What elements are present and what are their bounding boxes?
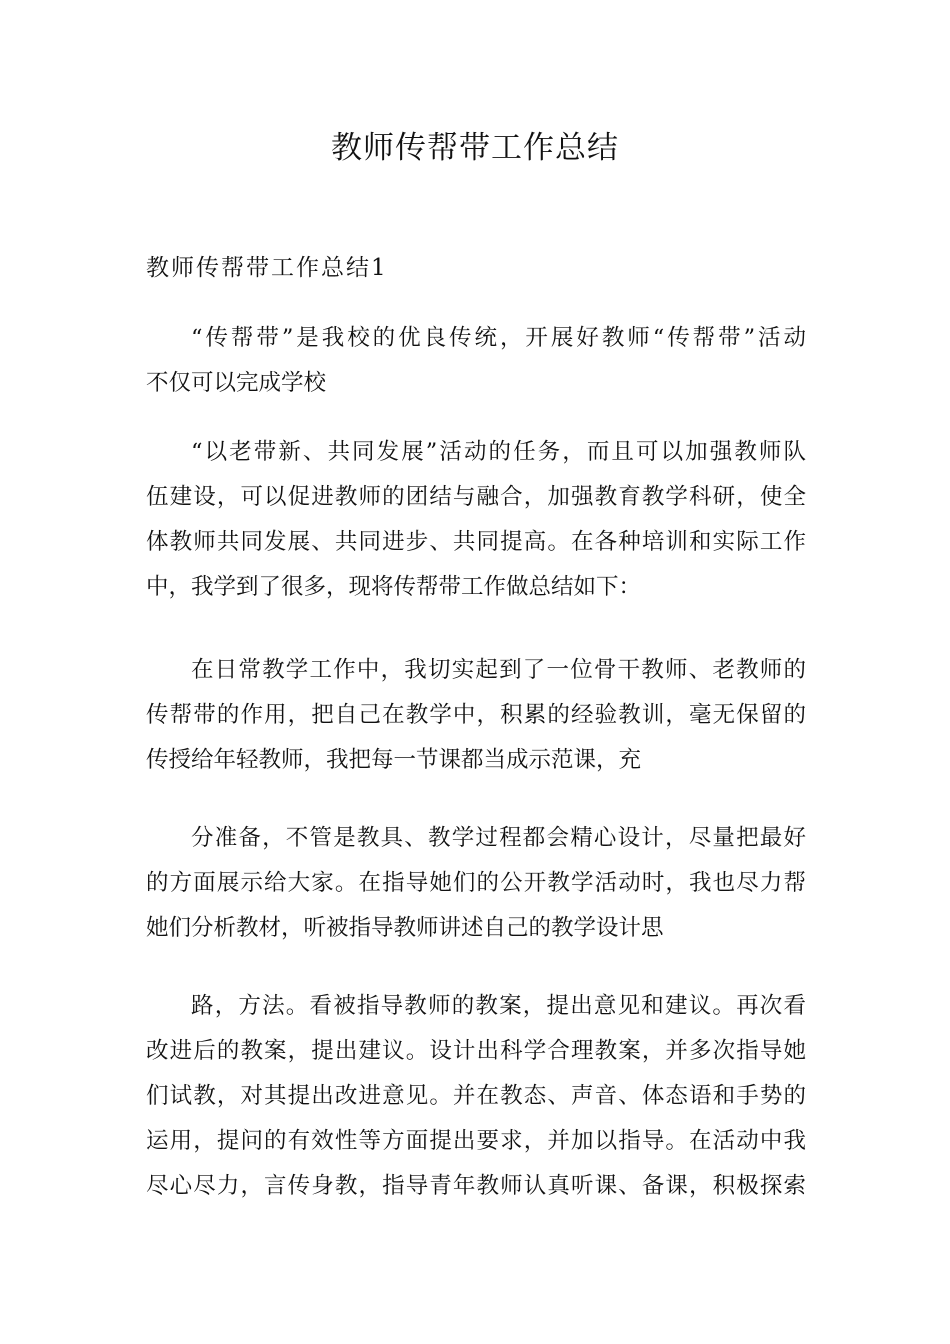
paragraph-line: 中，我学到了很多，现将传帮带工作做总结如下： xyxy=(146,574,642,600)
paragraph-1 xyxy=(146,316,806,406)
paragraph-line: 的方面展示给大家。在指导她们的公开教学活动时，我也尽力帮 xyxy=(146,870,806,896)
paragraph-line: “以老带新、共同发展”活动的任务，而且可以加强教师队 xyxy=(191,439,806,465)
paragraph-line: 分准备，不管是教具、教学过程都会精心设计，尽量把最好 xyxy=(191,825,806,851)
paragraph-line: 体教师共同发展、共同进步、共同提高。在各种培训和实际工作 xyxy=(146,529,806,555)
paragraph-line: 们试教，对其提出改进意见。并在教态、声音、体态语和手势的 xyxy=(146,1083,806,1109)
document-title: 教师传帮带工作总结 xyxy=(331,130,619,166)
paragraph-line: 路，方法。看被指导教师的教案，提出意见和建议。再次看 xyxy=(191,993,806,1019)
paragraph-line: 尽心尽力，言传身教，指导青年教师认真听课、备课，积极探索 xyxy=(146,1173,806,1199)
section-heading: 教师传帮带工作总结1 xyxy=(146,255,388,281)
paragraph-2 xyxy=(146,430,806,610)
paragraph-line: 她们分析教材，听被指导教师讲述自己的教学设计思 xyxy=(146,915,664,941)
paragraph-line: 在日常教学工作中，我切实起到了一位骨干教师、老教师的 xyxy=(191,657,806,683)
paragraph-5 xyxy=(146,984,806,1209)
paragraph-line: “传帮带”是我校的优良传统，开展好教师“传帮带”活动 xyxy=(191,325,806,351)
paragraph-line: 改进后的教案，提出建议。设计出科学合理教案，并多次指导她 xyxy=(146,1038,806,1064)
paragraph-line: 传帮带的作用，把自己在教学中，积累的经验教训，毫无保留的 xyxy=(146,702,806,728)
paragraph-line: 运用，提问的有效性等方面提出要求，并加以指导。在活动中我 xyxy=(146,1128,806,1154)
paragraph-line: 伍建设，可以促进教师的团结与融合，加强教育教学科研，使全 xyxy=(146,484,806,510)
paragraph-line: 传授给年轻教师，我把每一节课都当成示范课，充 xyxy=(146,747,642,773)
paragraph-line: 不仅可以完成学校 xyxy=(146,370,327,396)
paragraph-3 xyxy=(146,648,806,783)
paragraph-4 xyxy=(146,816,806,951)
